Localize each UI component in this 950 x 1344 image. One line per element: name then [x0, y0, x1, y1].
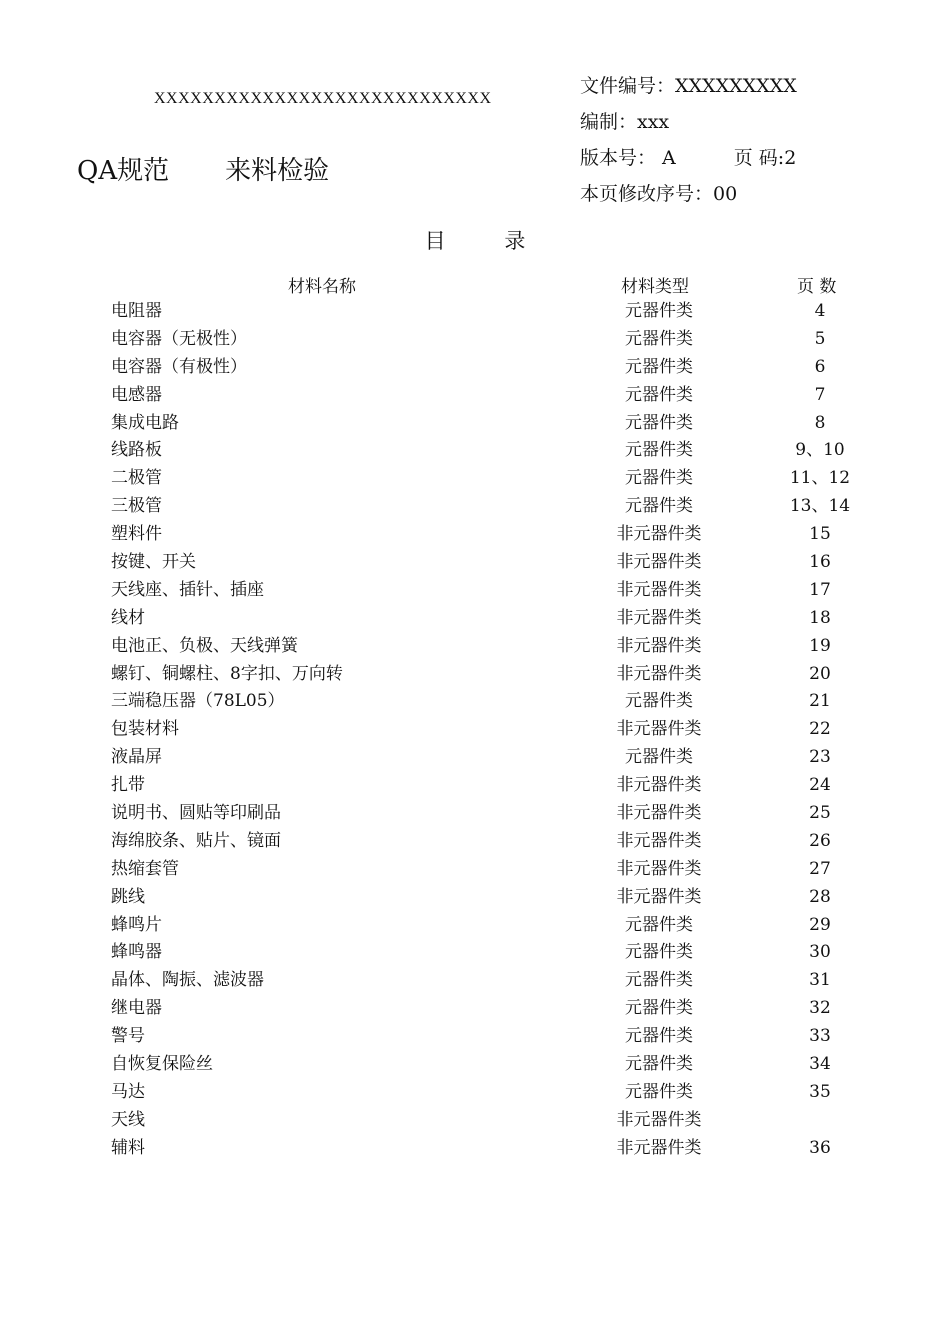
toc-row	[0, 549, 950, 577]
page-numbers: 16	[809, 552, 831, 573]
toc-row	[0, 744, 950, 772]
material-name: 蜂鸣器	[111, 942, 162, 963]
material-name: 集成电路	[111, 412, 179, 433]
page-numbers: 11、12	[789, 468, 851, 489]
toc-row	[0, 298, 950, 326]
title-category: QA规范	[77, 156, 170, 186]
page-numbers: 23	[809, 747, 831, 768]
material-name: 扎带	[111, 775, 145, 796]
material-type: 元器件类	[625, 1054, 693, 1075]
page-code: 页 码:2	[733, 147, 797, 169]
toc-row	[0, 661, 950, 689]
document-meta	[580, 68, 797, 212]
page-numbers: 31	[809, 970, 831, 991]
material-type: 元器件类	[625, 942, 693, 963]
toc-row	[0, 577, 950, 605]
material-name: 跳线	[111, 886, 145, 907]
page-numbers: 15	[809, 524, 831, 545]
material-type: 非元器件类	[616, 635, 702, 656]
toc-row	[0, 1051, 950, 1079]
material-type: 元器件类	[625, 328, 693, 349]
page-numbers: 22	[809, 719, 831, 740]
page-numbers: 4	[814, 301, 826, 321]
material-name: 液晶屏	[111, 747, 162, 768]
page-numbers: 20	[809, 663, 831, 684]
toc-heading: 目 录	[424, 229, 552, 253]
material-name: 螺钉、铜螺柱、8字扣、万向转	[111, 663, 343, 684]
material-name: 按键、开关	[111, 552, 196, 573]
page-numbers: 18	[809, 607, 831, 628]
toc-row	[0, 410, 950, 438]
toc-row	[0, 688, 950, 716]
toc-row	[0, 1079, 950, 1107]
toc-row	[0, 633, 950, 661]
material-type: 非元器件类	[616, 858, 702, 879]
toc-row	[0, 1023, 950, 1051]
material-type: 元器件类	[625, 440, 693, 461]
toc-row	[0, 465, 950, 493]
material-name: 线材	[111, 607, 145, 628]
page-numbers: 21	[809, 691, 831, 712]
material-name: 天线座、插针、插座	[111, 579, 264, 600]
material-type: 元器件类	[625, 412, 693, 433]
material-type: 非元器件类	[616, 552, 702, 573]
document-title	[77, 150, 329, 187]
toc-row	[0, 382, 950, 410]
page-numbers: 9、10	[795, 440, 845, 461]
material-type: 非元器件类	[616, 830, 702, 851]
company-name: XXXXXXXXXXXXXXXXXXXXXXXXXXXX	[154, 90, 492, 107]
page-numbers: 30	[809, 942, 831, 963]
material-name: 电感器	[111, 384, 162, 405]
page-numbers: 6	[814, 356, 826, 377]
toc-row	[0, 605, 950, 633]
page-numbers: 26	[809, 830, 831, 851]
material-name: 二极管	[111, 468, 162, 489]
toc-row	[0, 967, 950, 995]
material-name: 电阻器	[111, 301, 162, 321]
page-numbers: 5	[814, 328, 826, 349]
material-type: 元器件类	[625, 496, 693, 517]
page-numbers: 24	[809, 775, 831, 796]
page-numbers: 8	[814, 412, 826, 433]
toc-row	[0, 772, 950, 800]
version-line	[580, 140, 797, 176]
material-name: 电池正、负极、天线弹簧	[111, 635, 298, 656]
material-type: 元器件类	[625, 1081, 693, 1102]
page-numbers: 29	[809, 914, 831, 935]
material-name: 辅料	[111, 1137, 145, 1158]
material-name: 自恢复保险丝	[111, 1054, 213, 1075]
page-numbers: 19	[809, 635, 831, 656]
material-name: 包装材料	[111, 719, 179, 740]
material-type: 非元器件类	[616, 1137, 702, 1158]
material-type: 元器件类	[625, 1026, 693, 1047]
toc-row	[0, 493, 950, 521]
material-type: 元器件类	[625, 301, 693, 321]
material-name: 晶体、陶振、滤波器	[111, 970, 264, 991]
toc-row	[0, 884, 950, 912]
file-number: 文件编号：XXXXXXXXX	[580, 75, 797, 97]
material-type: 元器件类	[625, 691, 693, 712]
page-numbers: 28	[809, 886, 831, 907]
material-name: 电容器（有极性）	[111, 356, 247, 377]
material-type: 非元器件类	[616, 524, 702, 545]
material-type: 元器件类	[625, 998, 693, 1019]
page-numbers: 17	[809, 579, 831, 600]
title-subject: 来料检验	[225, 156, 330, 186]
page-numbers: 7	[814, 384, 826, 405]
toc-row	[0, 995, 950, 1023]
revision-number: 本页修改序号：00	[580, 183, 738, 205]
page-numbers: 32	[809, 998, 831, 1019]
page-numbers: 36	[809, 1137, 831, 1158]
toc-row	[0, 326, 950, 354]
toc-table	[0, 298, 950, 1163]
toc-row	[0, 912, 950, 940]
material-name: 热缩套管	[111, 858, 179, 879]
page-numbers: 35	[809, 1081, 831, 1102]
column-header-type: 材料类型	[621, 277, 689, 297]
material-type: 非元器件类	[616, 663, 702, 684]
toc-row	[0, 856, 950, 884]
page-numbers: 33	[809, 1026, 831, 1047]
material-type: 非元器件类	[616, 775, 702, 796]
material-name: 天线	[111, 1109, 145, 1130]
material-name: 警号	[111, 1026, 145, 1047]
material-type: 元器件类	[625, 970, 693, 991]
material-type: 元器件类	[625, 914, 693, 935]
material-name: 塑料件	[111, 524, 162, 545]
material-name: 线路板	[111, 440, 162, 461]
toc-row	[0, 828, 950, 856]
material-name: 海绵胶条、贴片、镜面	[111, 830, 281, 851]
material-name: 说明书、圆贴等印刷品	[111, 803, 281, 824]
material-type: 非元器件类	[616, 579, 702, 600]
material-type: 非元器件类	[616, 1109, 702, 1130]
compiled-by: 编制：xxx	[580, 111, 670, 133]
material-type: 非元器件类	[616, 803, 702, 824]
column-header-name: 材料名称	[288, 277, 356, 297]
page-numbers: 34	[809, 1054, 831, 1075]
column-header-pages: 页 数	[797, 277, 837, 297]
material-name: 蜂鸣片	[111, 914, 162, 935]
toc-row	[0, 800, 950, 828]
material-type: 非元器件类	[616, 719, 702, 740]
toc-row	[0, 521, 950, 549]
material-type: 元器件类	[625, 384, 693, 405]
material-name: 马达	[111, 1081, 145, 1102]
material-name: 三极管	[111, 496, 162, 517]
toc-row	[0, 1107, 950, 1135]
page-numbers: 27	[809, 858, 831, 879]
toc-row	[0, 354, 950, 382]
material-type: 元器件类	[625, 468, 693, 489]
material-type: 元器件类	[625, 747, 693, 768]
material-name: 电容器（无极性）	[111, 328, 247, 349]
material-type: 非元器件类	[616, 607, 702, 628]
toc-row	[0, 716, 950, 744]
material-name: 继电器	[111, 998, 162, 1019]
page-numbers: 25	[809, 803, 831, 824]
version-number: 版本号： A	[580, 147, 676, 169]
toc-row	[0, 1135, 950, 1163]
toc-row	[0, 437, 950, 465]
page-numbers: 13、14	[789, 496, 851, 517]
material-type: 元器件类	[625, 356, 693, 377]
toc-row	[0, 939, 950, 967]
material-name: 三端稳压器（78L05）	[111, 691, 285, 712]
material-type: 非元器件类	[616, 886, 702, 907]
